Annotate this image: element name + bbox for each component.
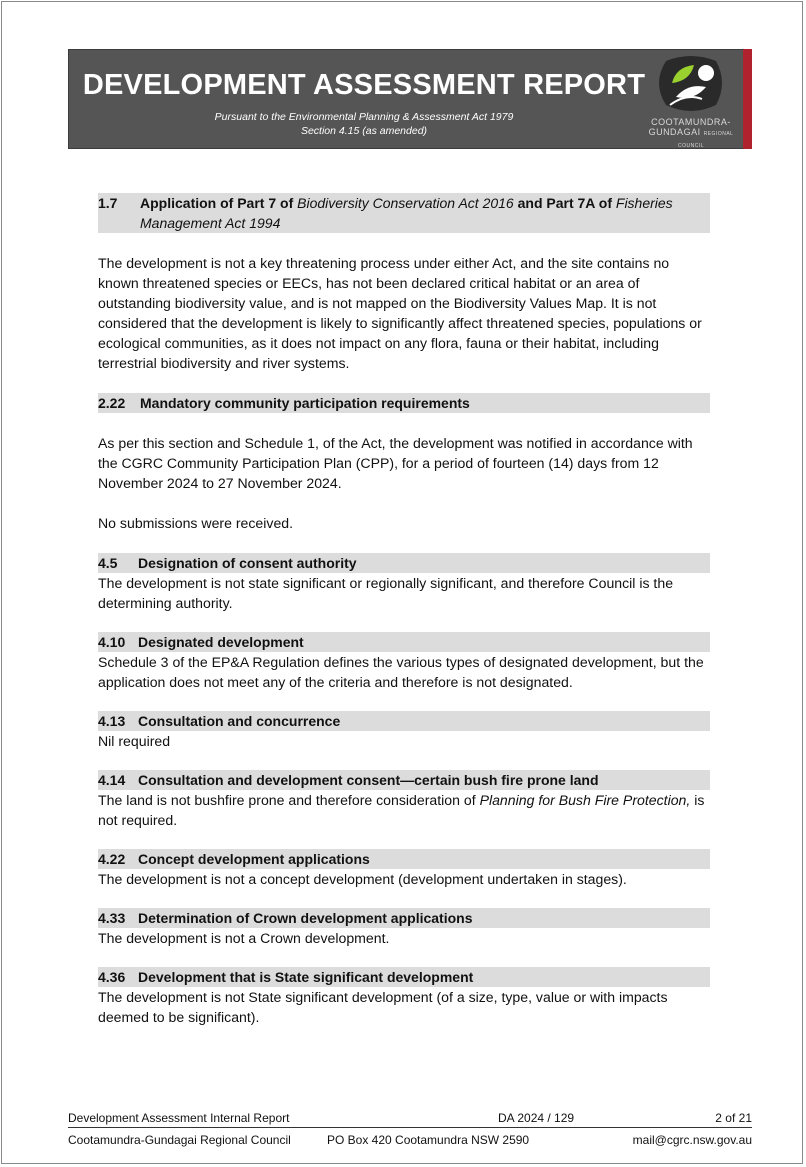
section-body-4-14: [98, 790, 710, 830]
title-part-italic: Fisheries Management Act 1994: [140, 195, 673, 231]
section-body-1-7: The development is not a key threatening process under either Act, and the site contains no known threatened species or EECs, has not been declared critical habitat or an area of outstanding biodiversity value, and is not mapped on the Biodiversity Values Map. It is not considered that the development is likely to significantly affect threatened species, populations or ecological communities, as it does not impact on any flora, fauna or their habitat, including terrestrial biodiversity and river systems.: [98, 255, 702, 371]
section-number: 4.33: [98, 910, 126, 926]
section-number: 1.7: [98, 195, 118, 211]
footer-address: PO Box 420 Cootamundra NSW 2590: [327, 1133, 530, 1147]
spacer: [98, 751, 710, 770]
logo-text-line2: GUNDAGAI: [648, 127, 701, 137]
section-title: Designation of consent authority: [138, 555, 357, 571]
logo-text-line1: COOTAMUNDRA-: [651, 117, 731, 127]
section-title: Consultation and development consent—certain bush fire prone land: [138, 772, 599, 788]
footer-page-number: 2 of 21: [715, 1111, 752, 1125]
section-number: 4.13: [98, 713, 126, 729]
section-number: 4.5: [98, 555, 118, 571]
footer-email: mail@cgrc.nsw.gov.au: [632, 1133, 752, 1147]
spacer: [98, 948, 710, 967]
section-title: Mandatory community participation requirements: [140, 395, 470, 411]
section-title: Concept development applications: [138, 851, 370, 867]
section-heading-4-33: [98, 908, 710, 928]
section-title: Designated development: [138, 634, 304, 650]
section-title: [140, 193, 710, 233]
logo-text-small: REGIONAL COUNCIL: [677, 131, 734, 149]
report-title: DEVELOPMENT ASSESSMENT REPORT: [82, 69, 646, 101]
spacer: [98, 233, 710, 253]
report-banner: [68, 49, 752, 149]
spacer: [98, 613, 710, 632]
spacer: [98, 413, 710, 433]
section-body-4-22: The development is not a concept development (development undertaken in stages).: [98, 871, 627, 887]
spacer: [98, 830, 710, 849]
title-part-italic: Biodiversity Conservation Act 2016: [297, 195, 514, 211]
title-part: and Part 7A of: [513, 195, 616, 211]
spacer: [98, 373, 710, 393]
section-title: Development that is State significant development: [138, 969, 474, 985]
section-body-4-36: The development is not State significant development (of a size, type, value or with impacts deemed to be significant).: [98, 989, 668, 1025]
section-heading-4-10: [98, 632, 710, 652]
report-subtitle-act: Pursuant to the Environmental Planning & Assessment Act 1979: [214, 111, 514, 123]
spacer: [98, 889, 710, 908]
section-heading-4-13: [98, 711, 710, 731]
body-text: The land is not bushfire prone and therefore consideration of: [98, 792, 480, 808]
section-heading-4-36: [98, 967, 710, 987]
section-heading-4-14: [98, 770, 710, 790]
banner-accent-bar: [743, 49, 752, 149]
body-text: is not required.: [98, 792, 705, 828]
report-content: [98, 193, 710, 1027]
section-heading-4-22: [98, 849, 710, 869]
section-number: 4.10: [98, 634, 126, 650]
footer-council-name: Cootamundra-Gundagai Regional Council: [68, 1133, 291, 1147]
section-title: Determination of Crown development applications: [138, 910, 473, 926]
footer-da-number: DA 2024 / 129: [498, 1111, 575, 1125]
body-text-italic: Planning for Bush Fire Protection,: [479, 792, 691, 808]
title-part: Application of Part 7 of: [140, 195, 298, 211]
section-body-4-33: The development is not a Crown development.: [98, 930, 390, 946]
spacer: [98, 692, 710, 711]
spacer: [98, 533, 710, 553]
section-body-4-13: Nil required: [98, 733, 171, 749]
logo-text-line2-row: [646, 127, 736, 151]
report-subtitle-section: Section 4.15 (as amended): [300, 125, 428, 137]
section-number: 4.14: [98, 772, 126, 788]
footer-divider: [68, 1127, 752, 1128]
logo-wordmark: [646, 117, 736, 151]
spacer: [98, 493, 710, 513]
section-body-4-10: Schedule 3 of the EP&A Regulation defines the various types of designated development, but the application does not meet any of the criteria and therefore is not designated.: [98, 654, 704, 690]
leaf-logo-icon: [646, 53, 736, 117]
section-heading-1-7: [98, 193, 710, 233]
council-logo: [646, 53, 736, 149]
section-title: Consultation and concurrence: [138, 713, 341, 729]
section-body-4-5: The development is not state significant or regionally significant, and therefore Council is the determining authority.: [98, 575, 674, 611]
section-heading-2-22: [98, 393, 710, 413]
section-body-2-22: As per this section and Schedule 1, of the Act, the development was notified in accordance with the CGRC Community Participation Plan (CPP), for a period of fourteen (14) days from 12 November 2024 to 27 November 2024.: [98, 435, 693, 491]
section-number: 4.22: [98, 851, 126, 867]
section-heading-4-5: [98, 553, 710, 573]
section-number: 4.36: [98, 969, 126, 985]
footer-report-name: Development Assessment Internal Report: [68, 1111, 290, 1125]
section-number: 2.22: [98, 395, 126, 411]
section-body-2-22-submissions: No submissions were received.: [98, 515, 294, 531]
